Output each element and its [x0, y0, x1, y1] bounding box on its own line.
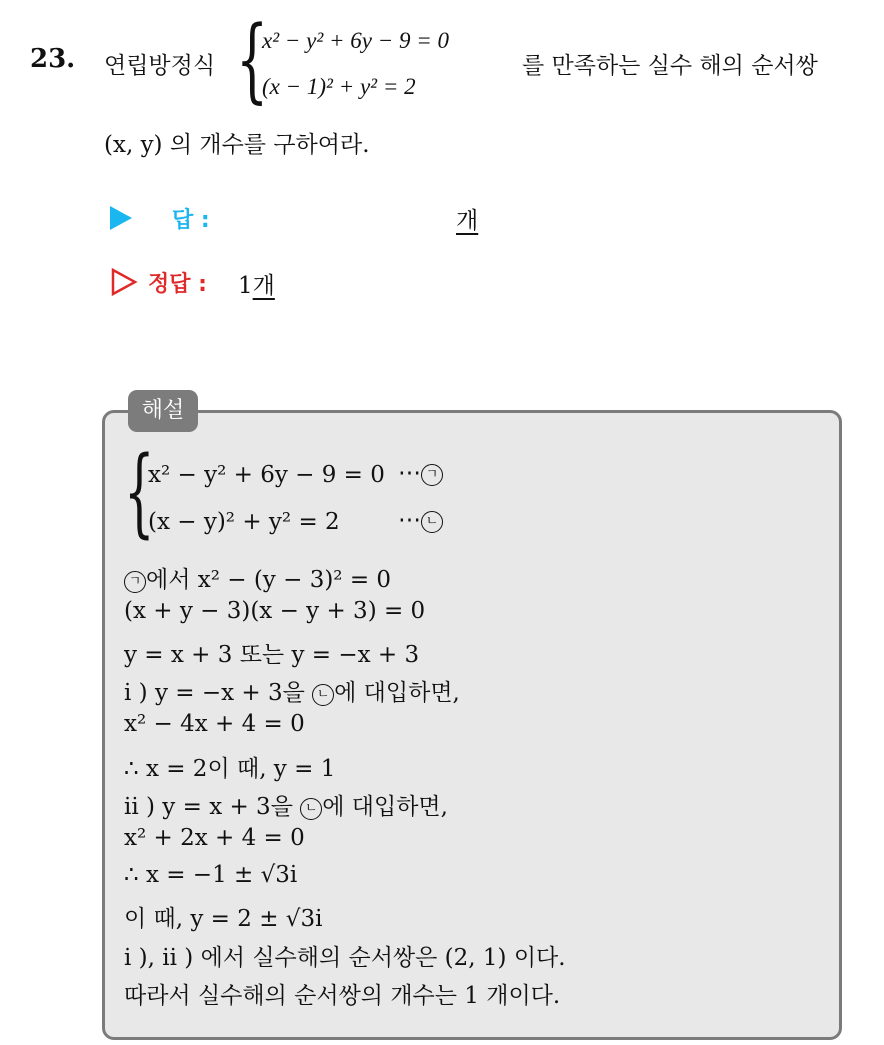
question-eq1: x² − y² + 6y − 9 = 0: [262, 28, 449, 53]
solution-system-eq1: x² − y² + 6y − 9 = 0: [148, 462, 385, 488]
solution-line-9: ∴ x = −1 ± √3i: [124, 862, 298, 888]
solution-line-10: 이 때, y = 2 ± √3i: [124, 906, 323, 932]
solution-line-12: 따라서 실수해의 순서쌍의 개수는 1 개이다.: [124, 983, 561, 1009]
eq2-tag: ⋯ ㄴ: [398, 507, 443, 533]
eq1-tag: ⋯ ㄱ: [398, 460, 443, 486]
circled-label-icon: ㄴ: [421, 511, 443, 533]
correct-answer-value: 1개: [238, 273, 275, 299]
solution-tab: 해설: [128, 390, 198, 432]
question-prefix: 연립방정식: [104, 53, 216, 79]
question-line2: (x, y) 의 개수를 구하여라.: [104, 132, 370, 158]
question-eq2: (x − 1)² + y² = 2: [262, 74, 416, 99]
circled-label-icon: ㄱ: [124, 571, 146, 593]
solution-line-5: x² − 4x + 4 = 0: [124, 711, 305, 737]
solution-line-4: i ) y = −x + 3을 ㄴ 에 대입하면,: [124, 680, 460, 706]
question-suffix: 를 만족하는 실수 해의 순서쌍: [522, 53, 818, 79]
question-number: 23.: [30, 44, 76, 74]
solution-line-2: (x + y − 3)(x − y + 3) = 0: [124, 598, 426, 624]
correct-answer-arrow-icon: [110, 267, 138, 297]
solution-system-eq2: (x − y)² + y² = 2: [148, 509, 340, 535]
solution-line-8: x² + 2x + 4 = 0: [124, 825, 305, 851]
solution-line-6: ∴ x = 2이 때, y = 1: [124, 756, 336, 782]
solution-line-3: y = x + 3 또는 y = −x + 3: [124, 642, 420, 668]
answer-arrow-icon: [110, 206, 132, 230]
circled-label-icon: ㄴ: [300, 798, 322, 820]
answer-label: 답 :: [172, 208, 210, 233]
solution-line-7: ii ) y = x + 3을 ㄴ 에 대입하면,: [124, 794, 448, 820]
system-brace: {: [236, 6, 269, 113]
solution-line-1: ㄱ 에서 x² − (y − 3)² = 0: [124, 561, 391, 594]
correct-answer-label: 정답 :: [148, 272, 207, 297]
answer-unit: 개: [456, 208, 479, 234]
circled-label-icon: ㄴ: [312, 684, 334, 706]
solution-line-11: i ), ii ) 에서 실수해의 순서쌍은 (2, 1) 이다.: [124, 945, 566, 971]
solution-brace: {: [124, 436, 155, 548]
circled-label-icon: ㄱ: [421, 464, 443, 486]
